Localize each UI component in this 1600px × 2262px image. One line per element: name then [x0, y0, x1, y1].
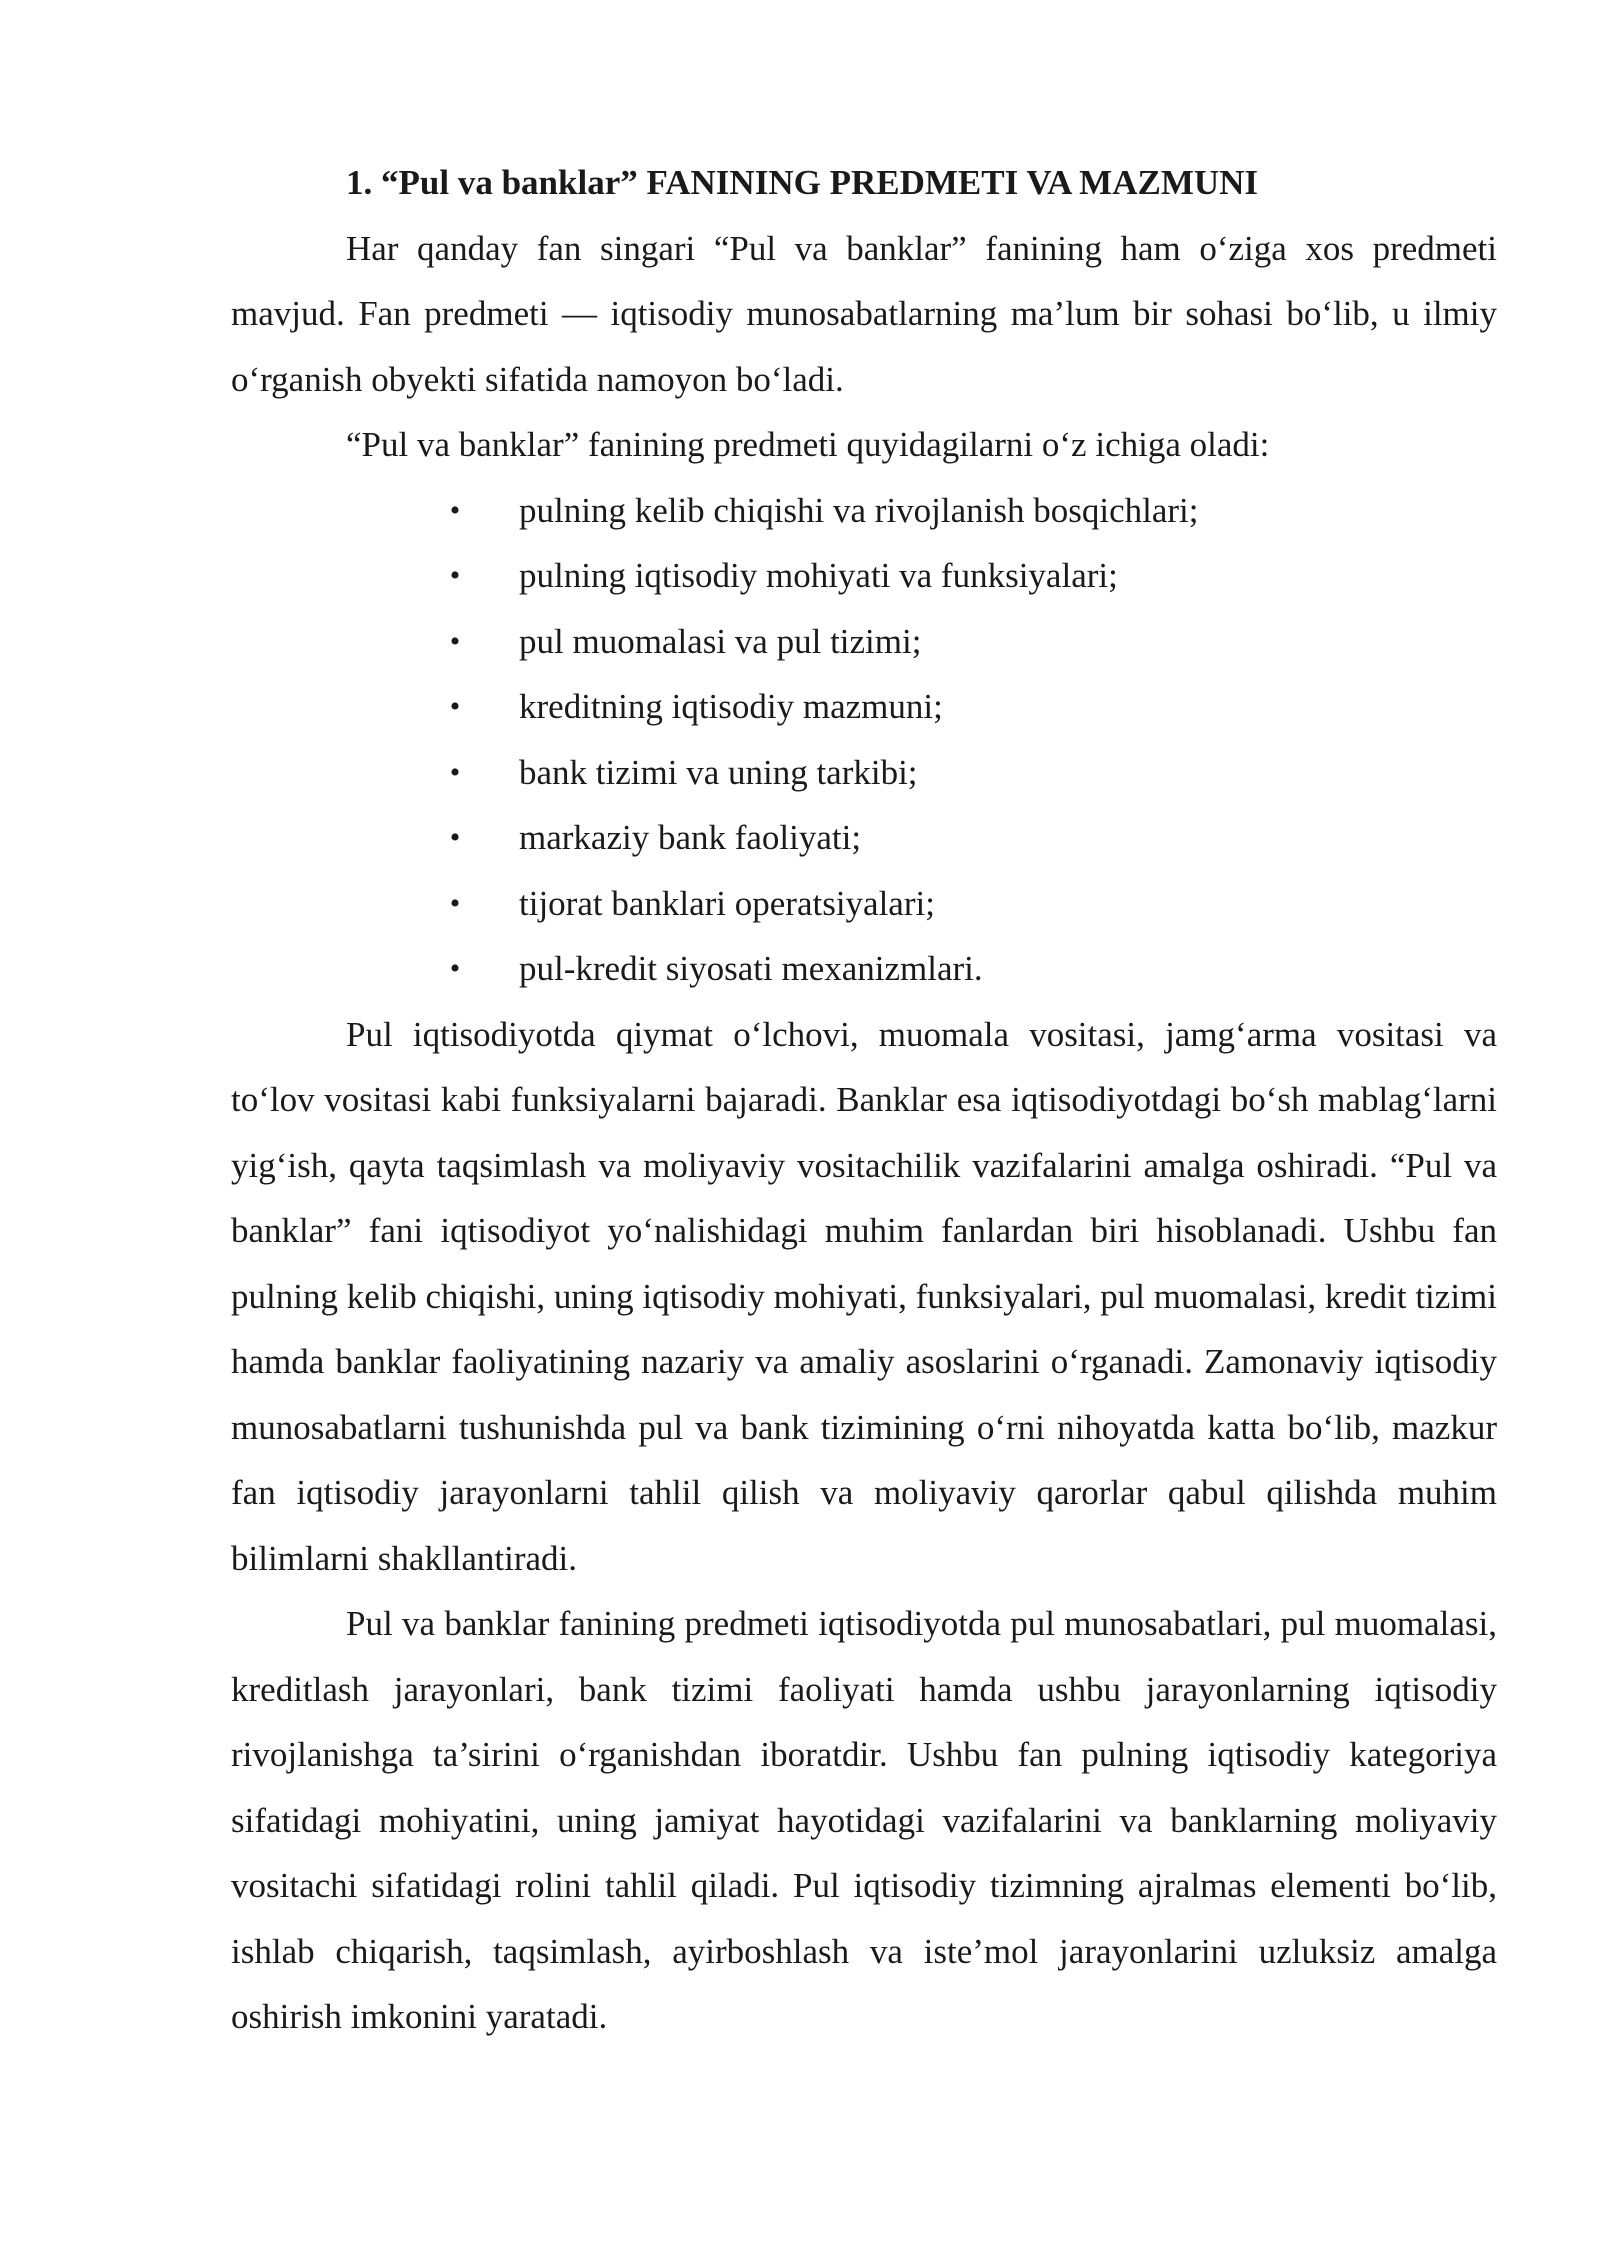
- list-item: [231, 478, 1497, 544]
- list-item-text: tijorat banklari operatsiyalari;: [519, 883, 935, 923]
- list-item-text: markaziy bank faoliyati;: [519, 818, 862, 857]
- list-item: [231, 936, 1497, 1002]
- list-item-text: pul-kredit siyosati mexanizmlari.: [519, 949, 983, 988]
- list-item: [231, 543, 1497, 609]
- bullet-icon: •: [449, 952, 461, 985]
- bullet-icon: •: [449, 886, 461, 920]
- list-item-text: pulning kelib chiqishi va rivojlanish bosqichlari;: [519, 490, 1199, 530]
- list-item: [231, 674, 1497, 740]
- list-item-text: bank tizimi va uning tarkibi;: [519, 752, 918, 792]
- topics-list: [231, 478, 1497, 1002]
- bullet-icon: •: [449, 821, 461, 854]
- section-heading: 1. “Pul va banklar” FANINING PREDMETI VA MAZMUNI: [346, 163, 1259, 202]
- list-item: [231, 871, 1497, 937]
- bullet-icon: •: [449, 624, 461, 658]
- bullet-icon: •: [449, 559, 461, 592]
- list-item-text: kreditning iqtisodiy mazmuni;: [519, 687, 943, 726]
- intro-paragraph: Har qanday fan singari “Pul va banklar” fanining ham o‘ziga xos predmeti mavjud. Fan predmeti — iqtisodiy munosabatlarning ma’lum bir sohasi bo‘lib, u ilmiy o‘rganish obyekti sifatida namoyon bo‘ladi.: [231, 228, 1497, 399]
- list-item: [231, 805, 1497, 871]
- document-body: [231, 150, 1497, 2050]
- list-item-text: pulning iqtisodiy mohiyati va funksiyalari;: [519, 556, 1118, 595]
- list-item: [231, 609, 1497, 675]
- body-paragraph-3: Pul va banklar fanining predmeti iqtisodiyotda pul munosabatlari, pul muomalasi, kreditlash jarayonlari, bank tizimi faoliyati hamda ushbu jarayonlarning iqtisodiy rivojlanishga ta’sirini o‘rganishdan iboratdir. Ushbu fan pulning iqtisodiy kategoriya sifatidagi mohiyatini, uning jamiyat hayotidagi vazifalarini va banklarning moliyaviy vositachi sifatidagi rolini tahlil qiladi. Pul iqtisodiy tizimning ajralmas elementi bo‘lib, ishlab chiqarish, taqsimlash, ayirboshlash va iste’mol jarayonlarini uzluksiz amalga oshirish imkonini yaratadi.: [231, 1604, 1497, 2036]
- list-item-text: pul muomalasi va pul tizimi;: [519, 621, 922, 661]
- body-paragraph-2: Pul iqtisodiyotda qiymat o‘lchovi, muomala vositasi, jamg‘arma vositasi va to‘lov vositasi kabi funksiyalarni bajaradi. Banklar esa iqtisodiyotdagi bo‘sh mablag‘larni yig‘ish, qayta taqsimlash va moliyaviy vositachilik vazifalarini amalga oshiradi. “Pul va banklar” fani iqtisodiyot yo‘nalishidagi muhim fanlardan biri hisoblanadi. Ushbu fan pulning kelib chiqishi, uning iqtisodiy mohiyati, funksiyalari, pul muomalasi, kredit tizimi hamda banklar faoliyatining nazariy va amaliy asoslarini o‘rganadi. Zamonaviy iqtisodiy munosabatlarni tushunishda pul va bank tizimining o‘rni nihoyatda katta bo‘lib, mazkur fan iqtisodiy jarayonlarni tahlil qilish va moliyaviy qarorlar qabul qilishda muhim bilimlarni shakllantiradi.: [231, 1014, 1497, 1578]
- list-intro-paragraph: “Pul va banklar” fanining predmeti quyidagilarni o‘z ichiga oladi:: [346, 425, 1270, 464]
- bullet-icon: •: [449, 493, 461, 527]
- bullet-icon: •: [449, 755, 461, 789]
- bullet-icon: •: [449, 690, 461, 723]
- list-item: [231, 740, 1497, 806]
